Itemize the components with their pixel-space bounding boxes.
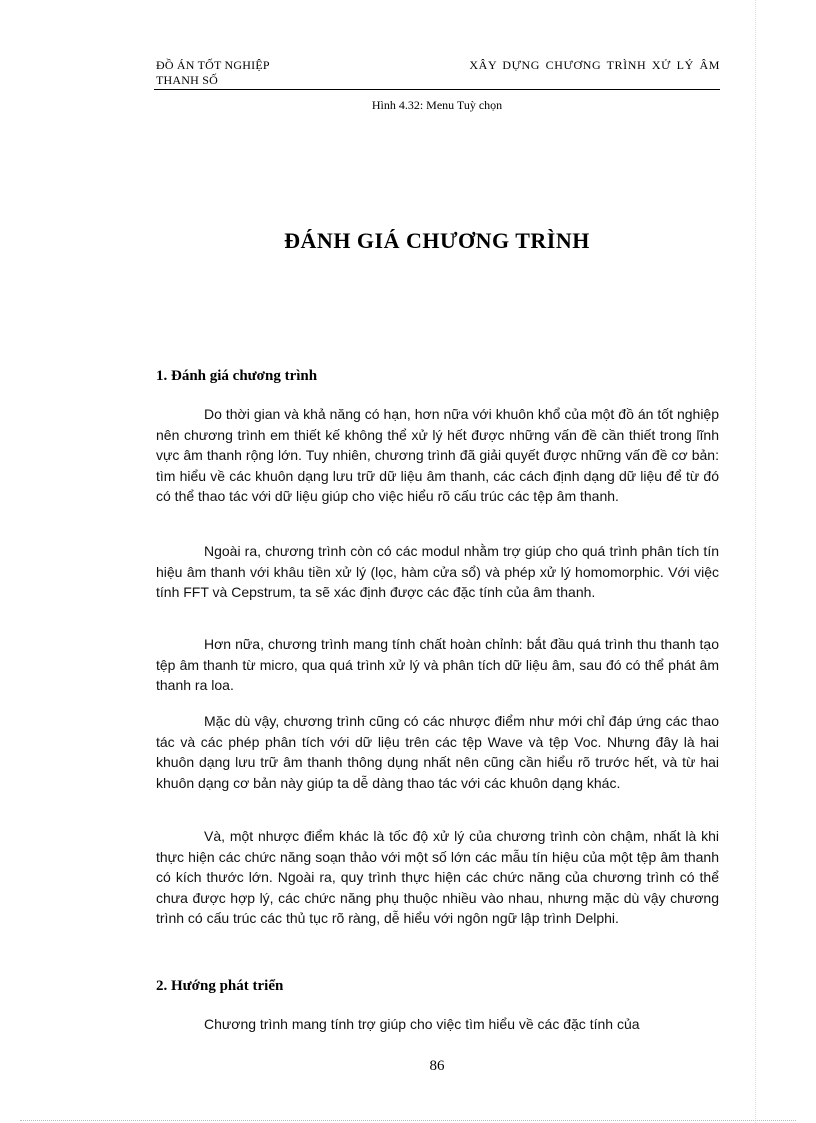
header-left-line1: ĐỒ ÁN TỐT NGHIỆP [156,58,270,72]
paragraph: Và, một nhược điểm khác là tốc độ xử lý của chương trình còn chậm, nhất là khi thực hiện các chức năng soạn thảo với một số lớn các mẫu tín hiệu của một tệp âm thanh có kích thước lớn. Ngoài ra, quy trình thực hiện các chức năng của chương trình có thể chưa được hợp lý, các chức năng phụ thuộc nhiều vào nhau, nhưng mặc dù vậy chương trình có cấu trúc các thủ tục rõ ràng, dễ hiểu với ngôn ngữ lập trình Delphi. [156,828,719,926]
section-heading-evaluation: 1. Đánh giá chương trình [156,368,318,384]
header-divider [154,89,720,90]
page-edge-guide [755,0,756,1123]
section-heading-development: 2. Hướng phát triển [156,978,284,994]
paragraph: Hơn nữa, chương trình mang tính chất hoàn chỉnh: bắt đầu quá trình thu thanh tạo tệp âm thanh từ micro, qua quá trình xử lý và phân tích dữ liệu âm, sau đó có thể phát âm thanh ra loa. [156,636,719,693]
page-bottom-guide [20,1120,796,1121]
running-header-left [156,58,336,88]
paragraph: Ngoài ra, chương trình còn có các modul nhằm trợ giúp cho quá trình phân tích tín hiệu âm thanh với khâu tiền xử lý (lọc, hàm cửa sổ) và phép xử lý homomorphic. Với việc tính FFT và Cepstrum, ta sẽ xác định được các đặc tính của âm thanh. [156,543,719,600]
figure-caption: Hình 4.32: Menu Tuỳ chọn [371,98,503,112]
paragraph: Do thời gian và khả năng có hạn, hơn nữa với khuôn khổ của một đồ án tốt nghiệp nên chương trình em thiết kế không thể xử lý hết được những vấn đề cần thiết trong lĩnh vực âm thanh rộng lớn. Tuy nhiên, chương trình đã giải quyết được những vấn đề cơ bản: tìm hiểu về các khuôn dạng lưu trữ dữ liệu âm thanh, các cách định dạng dữ liệu để từ đó có thể thao tác với dữ liệu giúp cho việc hiểu rõ cấu trúc các tệp âm thanh. [156,406,719,504]
paragraph: Chương trình mang tính trợ giúp cho việc tìm hiểu về các đặc tính của [204,1016,640,1032]
paragraph: Mặc dù vậy, chương trình cũng có các nhược điểm như mới chỉ đáp ứng các thao tác và các phép phân tích với dữ liệu trên các tệp Wave và tệp Voc. Nhưng đây là hai khuôn dạng lưu trữ âm thanh thông dụng nhất nên cũng cần hiểu rõ trước hết, và từ hai khuôn dạng cơ bản này giúp ta dễ dàng thao tác với các khuôn dạng khác. [156,713,719,791]
page-number: 86 [429,1058,445,1074]
chapter-title: ĐÁNH GIÁ CHƯƠNG TRÌNH [284,228,590,253]
header-left-line2: THANH SỐ [156,73,218,87]
running-header-right: XÂY DỰNG CHƯƠNG TRÌNH XỬ LÝ ÂM [469,58,720,72]
